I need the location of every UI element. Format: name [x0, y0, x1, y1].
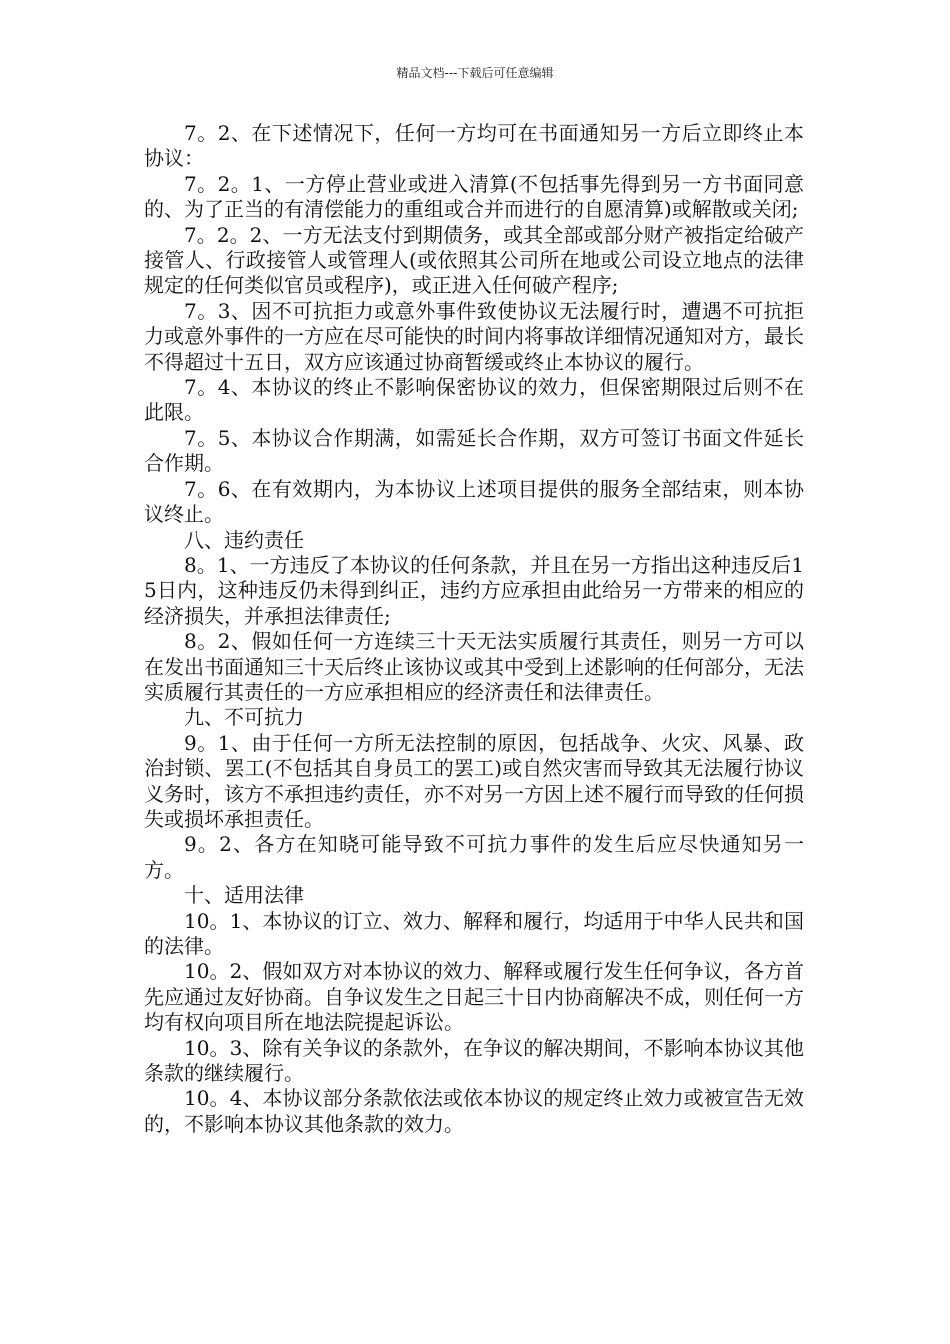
clause-8-1: 8。1、一方违反了本协议的任何条款，并且在另一方指出这种违反后15日内，这种违反仍未得到纠正，违约方应承担由此给另一方带来的相应的经济损失，并承担法律责任;	[144, 552, 804, 628]
section-heading-8: 八、违约责任	[184, 527, 304, 552]
clause-7-2: 7。2、在下述情况下，任何一方均可在书面通知另一方后立即终止本协议：	[144, 121, 804, 171]
clause-7-2-2: 7。2。2、一方无法支付到期债务，或其全部或部分财产被指定给破产接管人、行政接管人或管理人(或依照其公司所在地或公司设立地点的法律规定的任何类似官员或程序)，或正进入任何破产程序;	[144, 222, 804, 298]
section-heading-10: 十、适用法律	[184, 883, 304, 908]
clause-10-2: 10。2、假如双方对本协议的效力、解释或履行发生任何争议，各方首先应通过友好协商。自争议发生之日起三十日内协商解决不成，则任何一方均有权向项目所在地法院提起诉讼。	[144, 959, 804, 1035]
section-heading-9: 九、不可抗力	[184, 705, 304, 730]
clause-10-1: 10。1、本协议的订立、效力、解释和履行，均适用于中华人民共和国的法律。	[144, 908, 804, 958]
clause-7-2-1: 7。2。1、一方停止营业或进入清算(不包括事先得到另一方书面同意的、为了正当的有清偿能力的重组或合并而进行的自愿清算)或解散或关闭;	[144, 171, 804, 222]
clause-10-4: 10。4、本协议部分条款依法或依本协议的规定终止效力或被宣告无效的，不影响本协议其他条款的效力。	[144, 1086, 804, 1136]
clause-7-3: 7。3、因不可抗拒力或意外事件致使协议无法履行时，遭遇不可抗拒力或意外事件的一方应在尽可能快的时间内将事故详细情况通知对方，最长不得超过十五日，双方应该通过协商暂缓或终止本协议的履行。	[144, 298, 804, 374]
clause-7-6: 7。6、在有效期内，为本协议上述项目提供的服务全部结束，则本协议终止。	[144, 476, 804, 527]
clause-7-4: 7。4、本协议的终止不影响保密协议的效力，但保密期限过后则不在此限。	[144, 375, 804, 425]
clause-7-5: 7。5、本协议合作期满，如需延长合作期，双方可签订书面文件延长合作期。	[144, 425, 804, 476]
clause-10-3: 10。3、除有关争议的条款外，在争议的解决期间，不影响本协议其他条款的继续履行。	[144, 1035, 804, 1086]
clause-9-2: 9。2、各方在知晓可能导致不可抗力事件的发生后应尽快通知另一方。	[144, 832, 804, 882]
clause-9-1: 9。1、由于任何一方所无法控制的原因，包括战争、火灾、风暴、政治封锁、罢工(不包括其自身员工的罢工)或自然灾害而导致其无法履行协议义务时，该方不承担违约责任，亦不对另一方因上述不履行而导致的任何损失或损坏承担责任。	[144, 730, 804, 831]
clause-8-2: 8。2、假如任何一方连续三十天无法实质履行其责任，则另一方可以在发出书面通知三十天后终止该协议或其中受到上述影响的任何部分，无法实质履行其责任的一方应承担相应的经济责任和法律责任。	[144, 629, 804, 704]
document-body	[144, 121, 804, 1137]
page-header: 精品文档---下载后可任意编辑	[396, 66, 554, 80]
